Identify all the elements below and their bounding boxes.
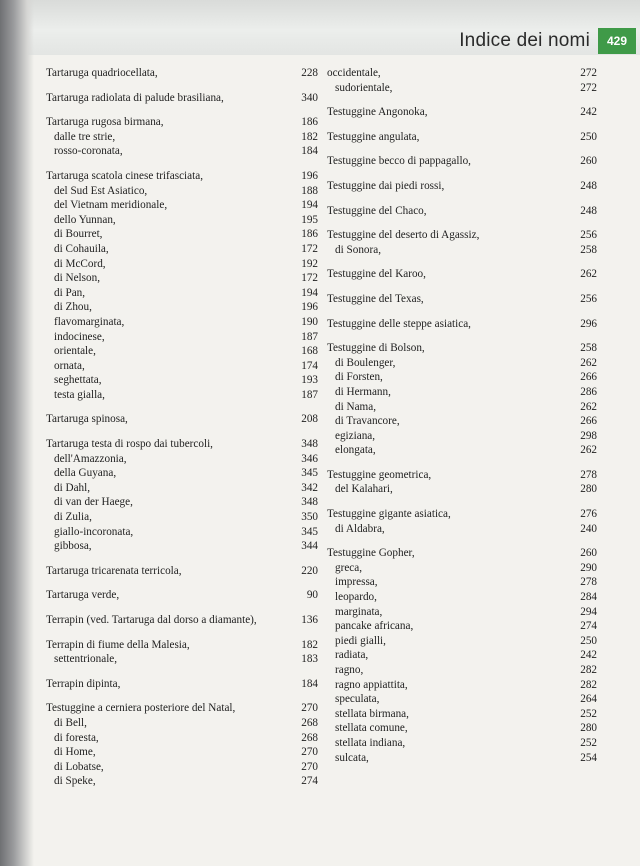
index-entry-line (327, 267, 597, 282)
entry-page-number: 136 (301, 614, 318, 626)
entry-text: gibbosa, (54, 540, 92, 553)
entry-text: piedi gialli, (335, 634, 386, 647)
entry-page-number: 260 (580, 547, 597, 560)
index-entry (327, 267, 597, 282)
index-subentry-line (46, 774, 318, 789)
entry-page-number: 252 (580, 707, 597, 720)
entry-page-number: 284 (580, 591, 597, 604)
entry-page-number: 266 (580, 371, 597, 384)
entry-page-number: 168 (301, 345, 318, 358)
entry-page-number: 262 (580, 268, 597, 281)
index-subentry-line (46, 213, 318, 228)
entry-page-number: 348 (301, 496, 318, 509)
index-subentry-line (46, 652, 318, 667)
index-entry (327, 292, 597, 307)
entry-page-number: 242 (580, 649, 597, 662)
entry-page-number: 346 (301, 452, 318, 465)
index-subentry-line (327, 356, 597, 371)
entry-page-number: 248 (580, 179, 597, 192)
entry-page-number: 194 (301, 199, 318, 212)
entry-page-number: 256 (580, 292, 597, 305)
entry-page-number: 240 (580, 522, 597, 535)
entry-page-number: 342 (301, 481, 318, 494)
index-entry-line (46, 564, 318, 579)
entry-page-number: 280 (580, 722, 597, 735)
entry-page-number: 184 (301, 145, 318, 158)
entry-page-number: 276 (580, 508, 597, 521)
entry-text: stellata comune, (335, 722, 408, 735)
entry-page-number: 264 (580, 693, 597, 706)
entry-text: di Bell, (54, 716, 87, 729)
entry-page-number: 172 (301, 242, 318, 255)
entry-page-number: 193 (301, 374, 318, 387)
entry-page-number: 182 (301, 130, 318, 143)
entry-text: orientale, (54, 345, 96, 358)
entry-page-number: 272 (580, 81, 597, 94)
entry-text: egiziana, (335, 429, 376, 442)
entry-text: Testuggine Gopher, (327, 547, 415, 560)
entry-text: pancake africana, (335, 620, 414, 633)
index-entry-line (327, 130, 597, 145)
index-subentry-line (46, 716, 318, 731)
entry-text: Tartaruga scatola cinese trifasciata, (46, 169, 203, 182)
entry-page-number: 286 (580, 385, 597, 398)
entry-text: Testuggine di Bolson, (327, 342, 425, 355)
index-subentry-line (327, 634, 597, 649)
index-subentry-line (327, 707, 597, 722)
index-entry-line (327, 546, 597, 561)
index-subentry-line (46, 184, 318, 199)
entry-text: del Sud Est Asiatico, (54, 184, 148, 197)
entry-page-number: 188 (301, 184, 318, 197)
index-subentry-line (46, 227, 318, 242)
index-subentry-line (46, 745, 318, 760)
entry-page-number: 350 (301, 511, 318, 524)
entry-text: rosso-coronata, (54, 145, 123, 158)
index-entry (327, 154, 597, 169)
entry-text: Testuggine angulata, (327, 130, 420, 143)
entry-text: Testuggine del Chaco, (327, 204, 427, 217)
index-entry-line (327, 105, 597, 120)
entry-page-number: 344 (301, 540, 318, 553)
entry-text: dell'Amazzonia, (54, 452, 127, 465)
index-subentry-line (46, 373, 318, 388)
entry-text: sudorientale, (335, 81, 393, 94)
index-entry (46, 437, 318, 554)
entry-text: Tartaruga quadriocellata, (46, 67, 158, 79)
entry-text: Tartaruga rugosa birmana, (46, 116, 164, 129)
index-entry-line (327, 204, 597, 219)
index-entry (46, 701, 318, 789)
entry-page-number: 228 (301, 67, 318, 79)
entry-text: di Hermann, (335, 385, 391, 398)
entry-page-number: 186 (301, 116, 318, 129)
entry-page-number: 220 (301, 564, 318, 577)
entry-page-number: 278 (580, 468, 597, 481)
entry-text: indocinese, (54, 330, 105, 343)
entry-text: Testuggine del deserto di Agassiz, (327, 229, 480, 242)
entry-text: settentrionale, (54, 653, 118, 666)
entry-page-number: 278 (580, 576, 597, 589)
index-subentry-line (327, 429, 597, 444)
index-subentry-line (46, 315, 318, 330)
entry-page-number: 183 (301, 653, 318, 666)
index-entry (327, 179, 597, 194)
entry-page-number: 256 (580, 229, 597, 242)
index-subentry-line (46, 271, 318, 286)
index-subentry-line (327, 561, 597, 576)
index-subentry-line (46, 452, 318, 467)
index-subentry-line (46, 731, 318, 746)
index-entry-line (327, 66, 597, 81)
index-subentry-line (46, 388, 318, 403)
index-subentry-line (46, 359, 318, 374)
index-subentry-line (327, 678, 597, 693)
entry-page-number: 268 (301, 731, 318, 744)
entry-text: di Travancore, (335, 415, 400, 428)
index-entry-line (46, 91, 318, 106)
entry-page-number: 187 (301, 330, 318, 343)
entry-page-number: 270 (301, 702, 318, 715)
entry-text: Testuggine delle steppe asiatica, (327, 317, 471, 330)
entry-text: impressa, (335, 576, 378, 589)
entry-text: del Vietnam meridionale, (54, 199, 168, 212)
entry-text: testa gialla, (54, 388, 105, 401)
index-entry (327, 228, 597, 257)
index-subentry-line (46, 525, 318, 540)
index-subentry-line (46, 130, 318, 145)
entry-page-number: 195 (301, 213, 318, 226)
index-entry (46, 412, 318, 427)
entry-page-number: 348 (301, 438, 318, 451)
entry-text: elongata, (335, 444, 376, 457)
index-subentry-line (327, 721, 597, 736)
index-entry-line (327, 317, 597, 332)
index-entry (327, 468, 597, 497)
index-subentry-line (327, 81, 597, 96)
index-entry-line (327, 179, 597, 194)
entry-page-number: 274 (580, 620, 597, 633)
entry-page-number: 260 (580, 155, 597, 168)
index-entry-line (327, 228, 597, 243)
index-subentry-line (327, 751, 597, 766)
entry-text: marginata, (335, 605, 383, 618)
entry-page-number: 262 (580, 400, 597, 413)
index-entry-line (46, 66, 318, 81)
entry-text: stellata indiana, (335, 736, 406, 749)
entry-text: Testuggine gigante asiatica, (327, 508, 451, 521)
index-subentry-line (46, 198, 318, 213)
index-entry-line (46, 638, 318, 653)
entry-text: Testuggine a cerniera posteriore del Natal, (46, 702, 236, 715)
entry-page-number: 174 (301, 359, 318, 372)
entry-page-number: 254 (580, 751, 597, 764)
entry-text: occidentale, (327, 67, 381, 79)
entry-page-number: 250 (580, 130, 597, 143)
entry-page-number: 294 (580, 605, 597, 618)
entry-page-number: 296 (580, 317, 597, 330)
entry-page-number: 282 (580, 664, 597, 676)
running-header-title: Indice dei nomi (459, 30, 590, 51)
entry-page-number: 272 (580, 67, 597, 79)
index-entry (46, 677, 318, 692)
index-entry-line (46, 588, 318, 603)
index-entry (327, 66, 597, 95)
entry-text: di Zhou, (54, 301, 92, 314)
index-entry-line (46, 115, 318, 130)
entry-text: Testuggine Angonoka, (327, 106, 428, 119)
index-subentry-line (327, 482, 597, 497)
book-spine-shadow (0, 0, 34, 866)
index-entry-line (46, 701, 318, 716)
entry-text: giallo-incoronata, (54, 525, 134, 538)
entry-page-number: 184 (301, 677, 318, 690)
entry-page-number: 262 (580, 444, 597, 457)
index-subentry-line (327, 605, 597, 620)
index-subentry-line (327, 619, 597, 634)
index-entry (46, 564, 318, 579)
entry-text: di McCord, (54, 257, 106, 270)
index-subentry-line (327, 590, 597, 605)
entry-text: di Dahl, (54, 481, 91, 494)
entry-text: di Cohauila, (54, 242, 109, 255)
index-subentry-line (46, 481, 318, 496)
entry-text: ragno, (335, 664, 364, 676)
index-subentry-line (327, 400, 597, 415)
entry-page-number: 242 (580, 106, 597, 119)
index-entry-line (327, 341, 597, 356)
entry-text: Tartaruga verde, (46, 589, 120, 602)
entry-page-number: 345 (301, 525, 318, 538)
entry-page-number: 252 (580, 736, 597, 749)
entry-text: Testuggine del Texas, (327, 292, 424, 305)
index-subentry-line (327, 443, 597, 458)
entry-text: di Sonora, (335, 243, 381, 256)
entry-page-number: 268 (301, 716, 318, 729)
entry-text: dello Yunnan, (54, 213, 116, 226)
index-entry (46, 115, 318, 159)
index-entry (46, 66, 318, 81)
index-entry-line (327, 507, 597, 522)
entry-page-number: 187 (301, 388, 318, 401)
entry-text: di Forsten, (335, 371, 383, 384)
entry-page-number: 182 (301, 638, 318, 651)
index-subentry-line (46, 344, 318, 359)
index-subentry-line (327, 385, 597, 400)
entry-page-number: 270 (301, 760, 318, 773)
entry-page-number: 290 (580, 561, 597, 574)
entry-text: dalle tre strie, (54, 130, 116, 143)
index-subentry-line (327, 522, 597, 537)
index-subentry-line (46, 760, 318, 775)
entry-text: greca, (335, 561, 363, 574)
index-entry-line (46, 677, 318, 692)
entry-text: ornata, (54, 359, 85, 372)
index-subentry-line (327, 663, 597, 678)
entry-text: di Aldabra, (335, 522, 385, 535)
index-subentry-line (327, 243, 597, 258)
entry-page-number: 270 (301, 746, 318, 759)
entry-page-number: 192 (301, 257, 318, 270)
entry-page-number: 208 (301, 413, 318, 426)
index-entry-line (327, 292, 597, 307)
entry-text: di Speke, (54, 775, 96, 788)
entry-text: di Nama, (335, 400, 377, 413)
entry-page-number: 196 (301, 301, 318, 314)
index-entry-line (327, 154, 597, 169)
index-entry (327, 130, 597, 145)
entry-page-number: 282 (580, 678, 597, 691)
entry-page-number: 274 (301, 775, 318, 788)
index-entry-line (46, 613, 318, 628)
entry-text: Terrapin di fiume della Malesia, (46, 638, 190, 651)
entry-text: Tartaruga radiolata di palude brasiliana, (46, 91, 224, 104)
entry-page-number: 280 (580, 483, 597, 496)
index-subentry-line (46, 286, 318, 301)
entry-text: speculata, (335, 693, 380, 706)
entry-text: seghettata, (54, 374, 102, 387)
index-entry-line (46, 437, 318, 452)
entry-text: sulcata, (335, 751, 369, 764)
index-entry (46, 588, 318, 603)
entry-page-number: 258 (580, 342, 597, 355)
entry-text: Testuggine becco di pappagallo, (327, 155, 471, 168)
index-subentry-line (46, 144, 318, 159)
index-subentry-line (46, 539, 318, 554)
index-entry (46, 91, 318, 106)
index-subentry-line (46, 466, 318, 481)
entry-page-number: 172 (301, 272, 318, 285)
entry-text: stellata birmana, (335, 707, 409, 720)
index-column-left (46, 66, 318, 799)
entry-text: di Pan, (54, 286, 86, 299)
entry-text: di van der Haege, (54, 496, 133, 509)
index-subentry-line (46, 495, 318, 510)
entry-text: Testuggine del Karoo, (327, 268, 426, 281)
entry-page-number: 262 (580, 356, 597, 369)
entry-text: Tartaruga tricarenata terricola, (46, 564, 182, 577)
index-subentry-line (46, 257, 318, 272)
entry-page-number: 266 (580, 415, 597, 428)
index-subentry-line (327, 648, 597, 663)
index-entry (46, 638, 318, 667)
entry-text: ragno appiattita, (335, 678, 408, 691)
index-entry (327, 204, 597, 219)
entry-text: di Zulia, (54, 511, 92, 524)
entry-text: Tartaruga testa di rospo dai tubercoli, (46, 438, 213, 451)
index-subentry-line (46, 300, 318, 315)
entry-text: di Lobatse, (54, 760, 104, 773)
index-subentry-line (327, 736, 597, 751)
entry-page-number: 340 (301, 91, 318, 104)
entry-text: Terrapin dipinta, (46, 677, 121, 690)
index-subentry-line (46, 510, 318, 525)
index-entry-line (327, 468, 597, 483)
index-subentry-line (46, 330, 318, 345)
index-subentry-line (46, 242, 318, 257)
entry-page-number: 196 (301, 169, 318, 182)
entry-text: di foresta, (54, 731, 99, 744)
index-entry (46, 613, 318, 628)
entry-text: radiata, (335, 649, 369, 662)
entry-page-number: 258 (580, 243, 597, 256)
entry-text: leopardo, (335, 591, 377, 604)
entry-page-number: 250 (580, 634, 597, 647)
index-entry (327, 317, 597, 332)
index-entry-line (46, 169, 318, 184)
index-entry (327, 341, 597, 458)
index-column-right (327, 66, 597, 775)
index-subentry-line (327, 692, 597, 707)
index-entry (327, 105, 597, 120)
entry-text: della Guyana, (54, 467, 117, 480)
index-entry (46, 169, 318, 403)
entry-text: di Home, (54, 746, 96, 759)
entry-text: flavomarginata, (54, 315, 125, 328)
index-entry-line (46, 412, 318, 427)
entry-page-number: 190 (301, 315, 318, 328)
entry-page-number: 186 (301, 228, 318, 241)
entry-text: Terrapin (ved. Tartaruga dal dorso a diamante), (46, 614, 257, 626)
entry-page-number: 248 (580, 204, 597, 217)
index-entry (327, 507, 597, 536)
entry-text: di Boulenger, (335, 356, 396, 369)
index-entry (327, 546, 597, 765)
index-subentry-line (327, 414, 597, 429)
index-subentry-line (327, 370, 597, 385)
entry-text: di Bourret, (54, 228, 103, 241)
entry-text: del Kalahari, (335, 483, 393, 496)
entry-page-number: 194 (301, 286, 318, 299)
entry-text: di Nelson, (54, 272, 100, 285)
entry-text: Testuggine dai piedi rossi, (327, 179, 445, 192)
index-subentry-line (327, 575, 597, 590)
entry-text: Tartaruga spinosa, (46, 413, 128, 426)
entry-page-number: 345 (301, 467, 318, 480)
entry-text: Testuggine geometrica, (327, 468, 432, 481)
entry-page-number: 298 (580, 429, 597, 442)
page-number-badge: 429 (598, 28, 636, 54)
entry-page-number: 90 (306, 589, 318, 602)
